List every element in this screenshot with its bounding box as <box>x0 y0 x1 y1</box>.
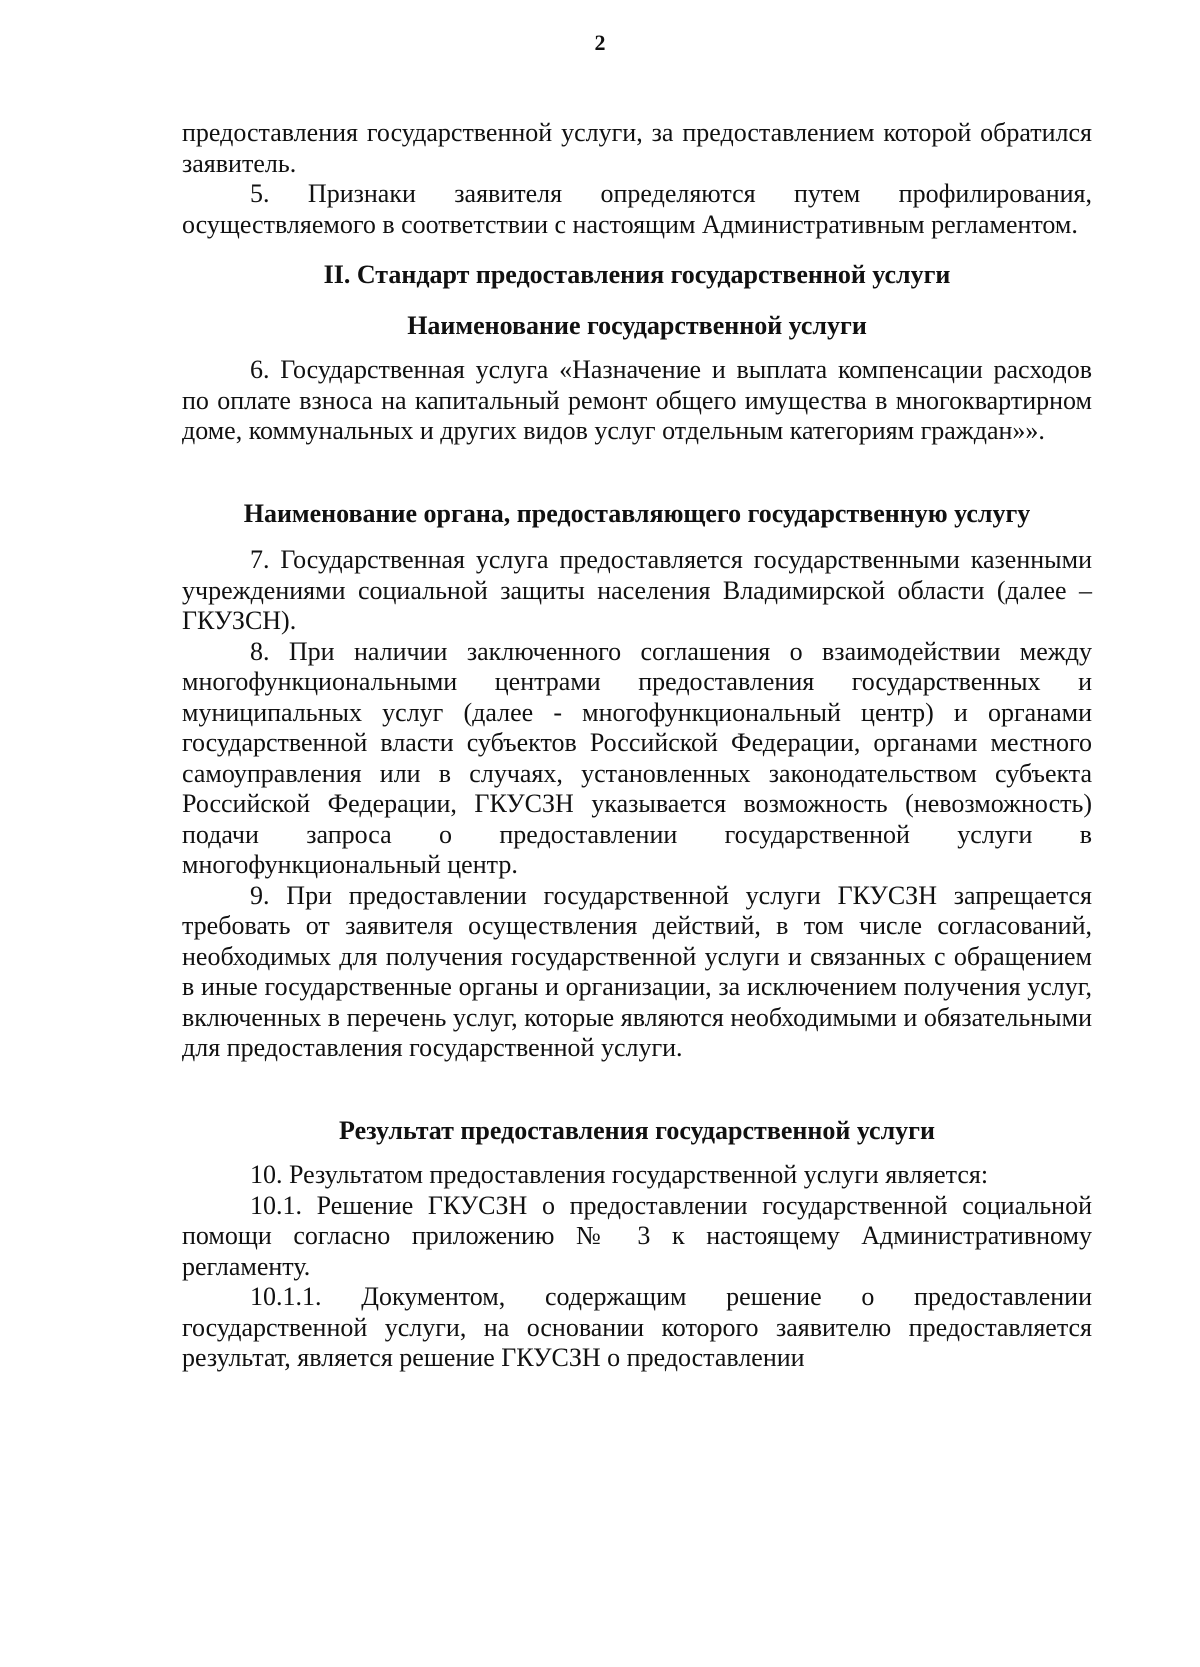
document-body <box>182 118 1092 1374</box>
paragraph-7: 7. Государственная услуга предоставляется государственными казенными учреждениями социальной защиты населения Владимирской области (далее – ГКУЗСН). <box>182 545 1092 635</box>
paragraph-10: 10. Результатом предоставления государственной услуги является: <box>250 1160 989 1189</box>
subheading-service-result: Результат предоставления государственной услуги <box>339 1115 935 1145</box>
paragraph-10-1-1: 10.1.1. Документом, содержащим решение о предоставлении государственной услуги, на основании которого заявителю предоставляется результат, является решение ГКУСЗН о предоставлении <box>182 1282 1092 1372</box>
paragraph-5: 5. Признаки заявителя определяются путем профилирования, осуществляемого в соответствии с настоящим Административным регламентом. <box>182 179 1092 239</box>
subheading-service-name: Наименование государственной услуги <box>407 310 867 340</box>
page-number: 2 <box>594 30 606 55</box>
paragraph-continuation: предоставления государственной услуги, за предоставлением которой обратился заявитель. <box>182 118 1092 178</box>
paragraph-6: 6. Государственная услуга «Назначение и выплата компенсации расходов по оплате взноса на капитальный ремонт общего имущества в многоквартирном доме, коммунальных и других видов услуг отдельным категориям граждан»». <box>182 355 1092 445</box>
paragraph-9: 9. При предоставлении государственной услуги ГКУСЗН запрещается требовать от заявителя осуществления действий, в том числе согласований, необходимых для получения государственной услуги и связанных с обращением в иные государственные органы и организации, за исключением получения услуг, включенных в перечень услуг, которые являются необходимыми и обязательными для предоставления государственной услуги. <box>182 880 1092 1062</box>
section-heading-standard: II. Стандарт предоставления государственной услуги <box>323 260 951 289</box>
paragraph-8: 8. При наличии заключенного соглашения о взаимодействии между многофункциональными центрами предоставления государственных и муниципальных услуг (далее - многофункциональный центр) и органами государственной власти субъектов Российской Федерации, органами местного самоуправления или в случаях, установленных законодательством субъекта Российской Федерации, ГКУСЗН указывается возможность (невозможность) подачи запроса о предоставлении государственной услуги в многофункциональный центр. <box>182 636 1092 879</box>
paragraph-10-1: 10.1. Решение ГКУСЗН о предоставлении государственной социальной помощи согласно приложению № 3 к настоящему Административному регламенту. <box>182 1190 1092 1281</box>
subheading-providing-organ: Наименование органа, предоставляющего государственную услугу <box>243 498 1031 528</box>
